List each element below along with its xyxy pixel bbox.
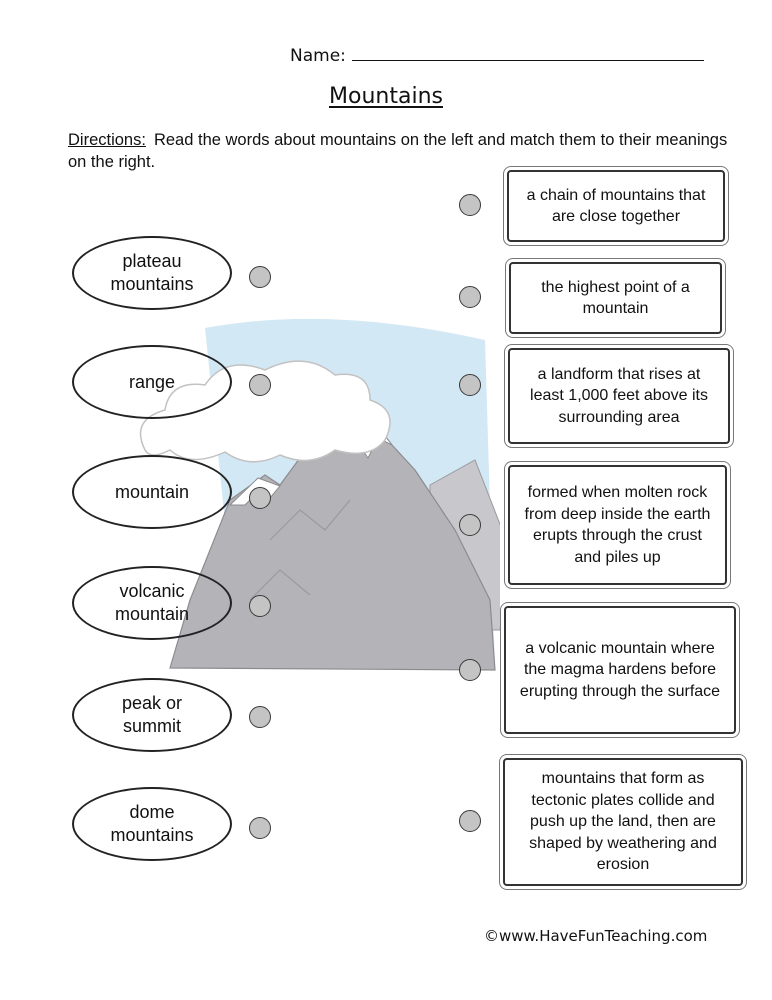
term-oval-4 — [72, 566, 232, 640]
term-match-dot-5[interactable] — [249, 706, 271, 728]
definition-match-dot-2[interactable] — [459, 286, 481, 308]
definition-text: the highest point of a mountain — [541, 278, 690, 317]
definition-match-dot-3[interactable] — [459, 374, 481, 396]
directions-label: Directions: — [68, 131, 146, 149]
definition-card-1 — [507, 170, 725, 242]
definition-text: a landform that rises at least 1,000 feet above its surrounding area — [530, 365, 708, 426]
term-match-dot-2[interactable] — [249, 374, 271, 396]
term-oval-1 — [72, 236, 232, 310]
definition-match-dot-6[interactable] — [459, 810, 481, 832]
definition-card-6 — [503, 758, 743, 886]
definition-card-3 — [508, 348, 730, 444]
copyright: ©www.HaveFunTeaching.com — [484, 927, 708, 945]
term-text: peak or summit — [121, 693, 183, 736]
name-blank-line[interactable] — [352, 46, 704, 61]
term-oval-2 — [72, 345, 232, 419]
definition-text: a chain of mountains that are close together — [526, 186, 706, 225]
term-match-dot-1[interactable] — [249, 266, 271, 288]
definition-match-dot-5[interactable] — [459, 659, 481, 681]
definition-match-dot-4[interactable] — [459, 514, 481, 536]
term-match-dot-6[interactable] — [249, 817, 271, 839]
term-oval-5 — [72, 678, 232, 752]
definition-match-dot-1[interactable] — [459, 194, 481, 216]
term-text: volcanic mountain — [114, 581, 190, 624]
definition-text: a volcanic mountain where the magma hardens before erupting through the surface — [519, 639, 721, 700]
directions-text: Read the words about mountains on the left and match them to their meanings on the right. — [68, 131, 728, 171]
definition-card-2 — [509, 262, 722, 334]
term-match-dot-4[interactable] — [249, 595, 271, 617]
term-text: dome mountains — [110, 802, 194, 845]
definition-text: formed when molten rock from deep inside the earth erupts through the crust and piles up — [524, 484, 711, 566]
definition-card-4 — [508, 465, 727, 585]
directions — [68, 129, 728, 173]
term-match-dot-3[interactable] — [249, 487, 271, 509]
term-text: mountain — [114, 481, 190, 502]
definition-card-5 — [504, 606, 736, 734]
term-text: plateau mountains — [110, 251, 194, 294]
term-text: range — [128, 371, 176, 392]
definition-text: mountains that form as tectonic plates collide and push up the land, then are shaped by weathering and erosion — [529, 770, 717, 874]
term-oval-3 — [72, 455, 232, 529]
page-title-text: Mountains — [329, 84, 443, 109]
term-oval-6 — [72, 787, 232, 861]
name-field[interactable] — [290, 46, 704, 66]
page-title — [0, 84, 772, 109]
name-label: Name: — [290, 46, 346, 66]
